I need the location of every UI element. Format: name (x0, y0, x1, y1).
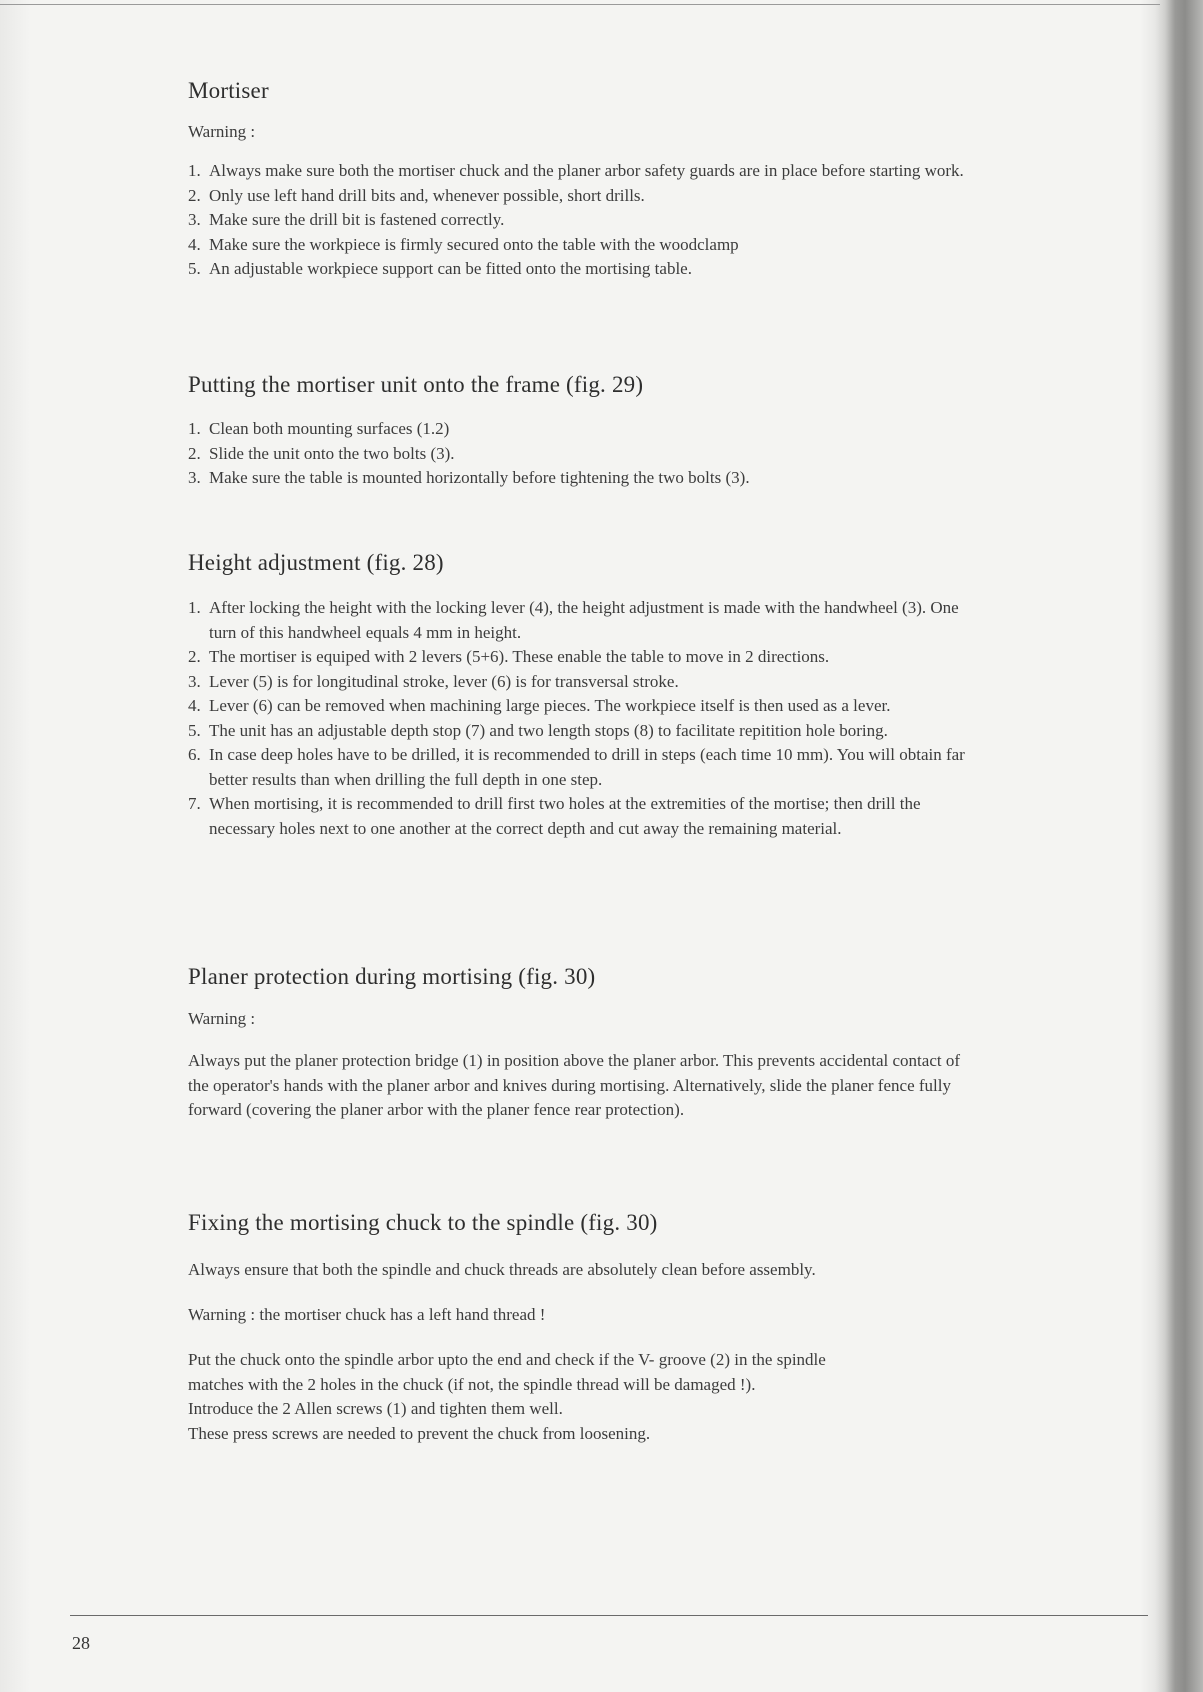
text-line: Put the chuck onto the spindle arbor upto the end and check if the V- groove (2) in the spindle (188, 1350, 826, 1369)
section-title: Fixing the mortising chuck to the spindle (fig. 30) (188, 1210, 658, 1235)
item-text: When mortising, it is recommended to drill first two holes at the extremities of the mortise; then drill the necessary holes next to one another at the correct depth and cut away the remaining material. (209, 794, 921, 838)
warning-paragraph (188, 1303, 978, 1328)
list-item (188, 743, 978, 792)
list-item (188, 719, 978, 744)
top-rule (0, 4, 1160, 5)
item-number: 3. (188, 468, 201, 487)
section-planer-protection (188, 964, 978, 1123)
list-item (188, 596, 978, 645)
item-text: Make sure the workpiece is firmly secured onto the table with the woodclamp (209, 234, 739, 254)
item-number: 2. (188, 647, 201, 666)
list-item (188, 159, 978, 184)
item-number: 2. (188, 185, 201, 205)
item-number: 4. (188, 696, 201, 715)
text-line: matches with the 2 holes in the chuck (if not, the spindle thread will be damaged !). (188, 1374, 756, 1394)
item-text: An adjustable workpiece support can be fitted onto the mortising table. (209, 259, 692, 278)
item-number: 5. (188, 720, 201, 740)
item-text: The mortiser is equiped with 2 levers (5+6). These enable the table to move in 2 directions. (209, 647, 830, 666)
list-item (188, 233, 978, 258)
section-title: Putting the mortiser unit onto the frame (fig. 29) (188, 372, 644, 397)
item-text: Lever (6) can be removed when machining large pieces. The workpiece itself is then used as a lever. (209, 696, 891, 715)
list-item (188, 442, 978, 467)
page-number: 28 (72, 1633, 90, 1653)
instructions-paragraph (188, 1348, 978, 1446)
item-text: The unit has an adjustable depth stop (7) and two length stops (8) to facilitate repitition hole boring. (209, 720, 888, 740)
list-item (188, 184, 978, 209)
warning-label: Warning (188, 1304, 247, 1324)
item-number: 3. (188, 210, 201, 229)
warning-label: Warning : (188, 1009, 256, 1028)
steps-list (188, 596, 978, 841)
footer-rule (70, 1615, 1148, 1616)
section-title: Mortiser (188, 78, 269, 103)
item-text: Lever (5) is for longitudinal stroke, lever (6) is for transversal stroke. (209, 671, 679, 691)
section-title: Planer protection during mortising (fig. 30) (188, 964, 596, 989)
body-paragraph: Always ensure that both the spindle and chuck threads are absolutely clean before assembly. (188, 1260, 816, 1279)
item-number: 3. (188, 671, 201, 691)
item-number: 4. (188, 234, 201, 254)
body-paragraph: Always put the planer protection bridge (1) in position above the planer arbor. This prevents accidental contact of the operator's hands with the planer arbor and knives during mortising. Alternatively, slide the planer fence fully forward (covering the planer arbor with the planer fence rear protection). (188, 1051, 960, 1119)
list-item (188, 417, 978, 442)
item-number: 6. (188, 745, 201, 764)
text-line: Introduce the 2 Allen screws (1) and tighten them well. (188, 1399, 563, 1418)
item-number: 1. (188, 419, 201, 438)
item-text: Make sure the drill bit is fastened correctly. (209, 210, 505, 229)
item-number: 1. (188, 598, 201, 617)
item-number: 2. (188, 443, 201, 463)
item-number: 1. (188, 161, 201, 180)
section-mortiser (188, 78, 978, 282)
warning-list (188, 159, 978, 282)
list-item (188, 257, 978, 282)
list-item (188, 208, 978, 233)
list-item (188, 792, 978, 841)
list-item (188, 645, 978, 670)
section-title: Height adjustment (fig. 28) (188, 550, 444, 575)
item-text: After locking the height with the locking lever (4), the height adjustment is made with the handwheel (3). One turn of this handwheel equals 4 mm in height. (209, 598, 959, 642)
item-text: Only use left hand drill bits and, whenever possible, short drills. (209, 185, 645, 205)
steps-list (188, 417, 978, 491)
section-putting-unit (188, 372, 978, 491)
section-fixing-chuck (188, 1210, 978, 1446)
list-item (188, 670, 978, 695)
item-text: Make sure the table is mounted horizontally before tightening the two bolts (3). (209, 468, 750, 487)
list-item (188, 466, 978, 491)
list-item (188, 694, 978, 719)
item-number: 5. (188, 259, 201, 278)
item-number: 7. (188, 794, 201, 813)
section-height-adjustment (188, 550, 978, 841)
warning-label: Warning : (188, 122, 256, 141)
item-text: Slide the unit onto the two bolts (3). (209, 443, 455, 463)
item-text: Always make sure both the mortiser chuck and the planer arbor safety guards are in place before starting work. (209, 161, 964, 180)
text-line: These press screws are needed to prevent the chuck from loosening. (188, 1423, 651, 1443)
warning-text: : the mortiser chuck has a left hand thread ! (246, 1304, 546, 1324)
item-text: Clean both mounting surfaces (1.2) (209, 419, 450, 438)
item-text: In case deep holes have to be drilled, it is recommended to drill in steps (each time 10 mm). You will obtain far better results than when drilling the full depth in one step. (209, 745, 965, 789)
